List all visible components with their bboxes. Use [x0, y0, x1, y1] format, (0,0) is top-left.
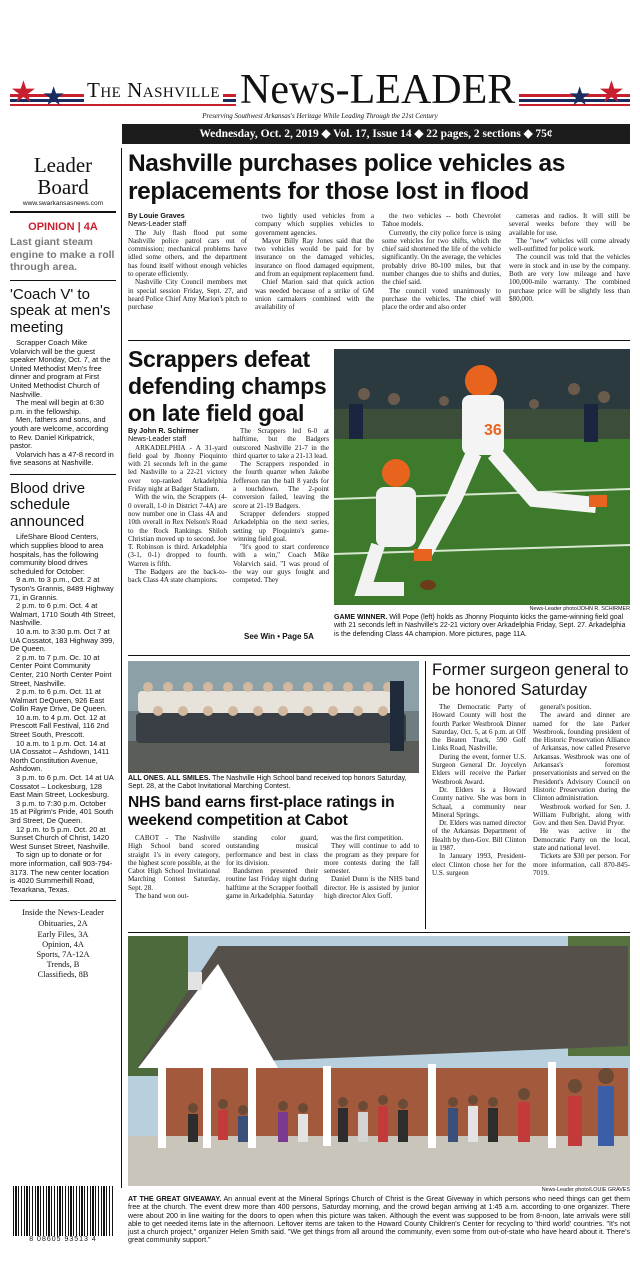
band-paragraph: The band won out-: [135, 892, 189, 901]
scrappers-col-1: [128, 427, 227, 647]
police-col-3: [382, 212, 501, 338]
band-paragraph: Daniel Dunn is the NHS band director. He is assisted by junior high director Alex Goff.: [324, 875, 419, 901]
scrappers-paragraph: Scrapper defenders stopped Arkadelphia on the next series, setting up Pioquinto's game-winning field goal.: [233, 509, 329, 543]
police-col1-body: [128, 229, 247, 312]
cutline-lead: AT THE GREAT GIVEAWAY.: [128, 1195, 222, 1203]
blood-drive-paragraph: 3 p.m. to 6 p.m. Oct. 14 at UA Cossatot – Lockesburg, 128 East Main Street, Lockesburg.: [10, 773, 114, 800]
scrappers-paragraph: The Scrappers responded in the fourth quarter when Jakobe Jefferson ran the ball 8 yards for a touchdown. The 2-point conversion failed, leaving the score at 21-19 Badgers.: [233, 460, 329, 510]
masthead: [0, 0, 640, 150]
blood-drive-paragraph: To sign up to donate or for more information, call 903-794-3173. The new center location is 4020 Summerhill Road, Texarkana, Texas.: [10, 850, 113, 894]
masthead-tagline: Preserving Southwest Arkansas's Heritage While Leading Through the 21st Century: [202, 112, 438, 120]
blood-drive-paragraph: 10 a.m. to 3:30 p.m. Oct 7 at UA Cossatot, 183 Highway 399, De Queen.: [10, 626, 115, 654]
football-photo-credit: News-Leader photo/JOHN R. SCHIRMER: [529, 606, 630, 612]
inside-item[interactable]: Trends, B: [46, 960, 80, 970]
scrappers-byline: By John R. Schirmer: [128, 427, 199, 435]
blood-drive-paragraph: 3 p.m. to 7:30 p.m. October 15 at Pilgrim's Pride, 401 South 3rd Street, De Queen.: [10, 798, 114, 825]
blood-drive-paragraph: LifeShare Blood Centers, which supplies blood to area hospitals, has the following community blood drives scheduled for October:: [10, 532, 104, 576]
scrappers-paragraph: ARKADELPHIA - A 31-yard field goal by Jhonny Pioquinto with 21 seconds left in the game led Nashville to a 22-21 victory over top-ranked Arkadelphia Friday night at Badger Stadium.: [128, 443, 227, 494]
leader-board-title: [10, 154, 116, 198]
website[interactable]: www.swarkansasnews.com: [10, 200, 116, 213]
sidebar-divider: [121, 148, 122, 1188]
surgeon-paragraph: In January 1993, President-elect Clinton chose her for the U.S. surgeon: [432, 852, 526, 877]
inside-item[interactable]: Sports, 7A-12A: [36, 949, 90, 959]
giveaway-photo-credit: News-Leader photo/LOUIE GRAVES: [541, 1187, 630, 1193]
cutline-text: An annual event at the Mineral Springs Church of Christ is the Great Giveway in which persons who need things can get them free at the church. The event drew more than 400 persons, Saturday morning, and the crowd began arriving at 1:45 a.m. according to one organizer. There were about 200 in line waiting for the doors to open when this picture was taken. Although the event was supposed to be from 8-noon, late arrivals were still able to get needed items late in the afternoon. Leftover items are taken to the Howard County Children's Center for recycling to 'third world' countries. "It's not just a church project," organizer Helen Smith said. "We get things from all around the community, even some from out-of-state who have heard about it. There's great community support.": [128, 1195, 630, 1245]
football-photo-art: [334, 349, 630, 605]
band-paragraph: was the first competition.: [331, 834, 404, 842]
cutline-lead: ALL ONES. ALL SMILES.: [128, 775, 211, 782]
surgeon-paragraph: During the event, former U.S. Surgeon General Dr. Joycelyn Elders will receive the Parker Westbrook Award.: [432, 752, 526, 786]
police-headline: Nashville purchases police vehicles as replacements for those lost in flood: [128, 150, 565, 205]
giveaway-cutline: [128, 1195, 630, 1255]
football-photo: [334, 349, 630, 605]
band-col-3: [324, 834, 419, 928]
sidebar: [10, 148, 116, 1243]
blood-drive-paragraph: 2 p.m. to 6 p.m. Oct. 11 at Walmart DeQueen, 926 East Collin Raye Drive, De Queen.: [10, 687, 107, 714]
blood-drive-paragraph: 9 a.m. to 3 p.m., Oct. 2 at Tyson's Grannis, 8489 Highway 71, in Grannis.: [10, 575, 114, 602]
coach-v-paragraph: Volarvich has a 47-8 record in five seasons at Nashville.: [10, 449, 114, 468]
opinion-teaser[interactable]: [10, 221, 116, 274]
giveaway-photo-art: [128, 936, 630, 1186]
coach-v-paragraph: The meal will begin at 6:30 p.m. in the fellowship.: [10, 398, 104, 416]
surgeon-col-1: [432, 703, 526, 927]
dateline-bar: [122, 124, 630, 144]
band-paragraph: CABOT - The Nashville High School band scored straight 1's in every category, the highest score possible, at the Cabot High School Invitational Marching Contest Saturday, Sept. 28.: [128, 834, 220, 892]
blood-drive-body: [10, 533, 116, 894]
surgeon-paragraph: Tickets are $30 per person. For more information, call 870-845-7019.: [533, 852, 630, 877]
inside-title: Inside the News-Leader: [21, 907, 105, 918]
opinion-separator: |: [77, 221, 84, 233]
police-col-1: [128, 212, 247, 338]
blood-drive-paragraph: 2 p.m. to 6 p.m. Oct. 4 at Walmart, 1710 South 4th Street, Nashville.: [10, 601, 116, 628]
blood-drive-paragraph: 12 p.m. to 5 p.m. Oct. 20 at Sunset Church of Christ, 1420 West Sunset Street, Nashville.: [10, 824, 110, 851]
surgeon-paragraph: The Democratic Party of Howard County will host the fourth Parker Westbrook Dinner Saturday, Oct. 5, at 6 p.m. at Off the Beaten Track, 590 Golf Links Road, Nashville.: [432, 703, 526, 753]
inside-item[interactable]: Opinion, 4A: [42, 939, 84, 949]
surgeon-paragraph: Westbrook worked for Sen. J. William Fulbright, along with Gov. and then Sen. David Pryor.: [533, 802, 630, 828]
scrappers-paragraph: With the win, the Scrappers (4-0 overall, 1-0 in District 7-4A) are now number one in Class 4A and 10th overall in Rex Nelson's Road to the Rock Rankings. Shiloh Christian moved up to second. Joe T. Robinson is third. Arkadelphia (3-1, 0-1) dropped to fourth. Warren is fifth.: [128, 493, 227, 568]
band-paragraph: standing color guard, outstanding musical performance and best in class for its division.: [226, 834, 318, 867]
police-paragraph: The "new" vehicles will come already well-outfitted for police work.: [509, 236, 630, 254]
surgeon-col-2: [533, 703, 630, 927]
coach-v-paragraph: Men, fathers and sons, and youth are welcome, according to Rev. Daniel Kirkpatrick, pastor.: [10, 415, 109, 451]
police-paragraph: two lightly used vehicles from a company which supplies vehicles to government agencies.: [255, 212, 374, 237]
coach-v-title: 'Coach V' to speak at men's meeting: [10, 285, 111, 336]
police-byline: By Louie Graves: [128, 212, 185, 220]
police-columns: [128, 212, 630, 338]
svg-text:36: 36: [484, 422, 502, 439]
cutline-text: The Nashville High School band received top honors Saturday, Sept. 28, at the Cabot Invitational Marching Contest.: [128, 775, 407, 791]
cutline-lead: GAME WINNER.: [334, 614, 388, 621]
star-right-icon: ★: [568, 82, 592, 111]
police-staff: News-Leader staff: [128, 219, 187, 229]
scrappers-paragraph: "It's good to start conference with a win," Coach Mike Volarvich said. "I was proud of the way our guys fought and competed. They: [233, 543, 329, 585]
police-paragraph: The council voted unanimously to purchase the vehicles. The chief will place the order and also order: [382, 286, 501, 312]
surgeon-paragraph: He was active in the Democratic Party on the local, state and national level.: [533, 827, 630, 853]
band-col-1: [128, 834, 220, 928]
inside-item[interactable]: Obituaries, 2A: [38, 919, 88, 929]
dateline: Wednesday, Oct. 2, 2019 ◆ Vol. 17, Issue 14 ◆ 22 pages, 2 sections ◆ 75¢: [199, 128, 553, 140]
opinion-teaser-text: Last giant steam engine to make a roll through area.: [10, 236, 115, 273]
scrappers-paragraph: The Scrappers led 6-0 at halftime, but the Badgers outscored Nashville 21-7 in the third quarter to take a 21-13 lead.: [233, 427, 329, 460]
masthead-title: News-LEADER: [236, 68, 519, 112]
band-photo: [128, 661, 419, 773]
police-paragraph: Currently, the city police force is using some vehicles for two shifts, which the chief said shortened the life of the vehicle significantly. On the average, the vehicles probably drive 80-100 miles, but that number changes due to shifts and duties, the chief said.: [382, 228, 501, 287]
opinion-label: OPINION: [28, 221, 75, 233]
band-cutline: [128, 775, 419, 792]
divider: [10, 280, 116, 281]
inside-item[interactable]: Early Files, 3A: [37, 929, 89, 939]
barcode: [10, 1186, 116, 1248]
police-paragraph: The council was told that the vehicles were in stock and in use by the company. Both are very low mileage and have 100,000-mile warranty. The combined purchase price will be slightly less than $80,000.: [509, 253, 630, 303]
barcode-bars: [13, 1186, 113, 1236]
coach-v-paragraph: Scrapper Coach Mike Volarvich will be the guest speaker Monday, Oct. 7, at the United Methodist Men's free dinner and program at First United Methodist Church of Nashville.: [10, 338, 111, 399]
band-photo-art: [128, 661, 419, 773]
police-col-2: [255, 212, 374, 338]
star-left-icon: ★: [42, 82, 66, 111]
band-headline: NHS band earns first-place ratings in weekend competition at Cabot: [128, 794, 395, 829]
giveaway-photo: [128, 936, 630, 1186]
divider: [10, 474, 116, 475]
board-title-line: Board: [37, 175, 89, 199]
board-title-line: Leader: [33, 153, 93, 177]
scrappers-col1-body: [128, 444, 227, 585]
surgeon-paragraph: The award and dinner are named for the late Parker Westbrook, founding president of the Historic Preservation Alliance of Arkansas, now called Preserve Arkansas. Westbrook was one of Arkansas's foremost preservationists and served on the President's Advisory Council on Historic Preservation during the Clinton administration.: [533, 711, 630, 803]
football-cutline: [334, 614, 630, 639]
star-right-icon: ★: [598, 76, 625, 109]
surgeon-headline: Former surgeon general to be honored Saturday: [432, 660, 629, 699]
surgeon-paragraph: Dr. Elders is a Howard County native. She was born in Schaal, a community near Mineral Springs.: [432, 785, 526, 819]
police-paragraph: Nashville City Council members met in special session Friday, Sept. 27, and heard Police Chief Amy Marion's pitch to purchase: [128, 278, 247, 312]
divider: [128, 340, 630, 341]
band-col-2: [226, 834, 318, 928]
inside-index: [10, 907, 116, 980]
police-paragraph: the two vehicles -- both Chevrolet Tahoe models.: [382, 212, 501, 229]
police-paragraph: Chief Marion said that quick action was needed because of a strike of GM union carmakers combined with the availability of: [255, 278, 374, 312]
inside-list: [10, 919, 116, 980]
see-win-jump[interactable]: See Win • Page 5A: [244, 632, 314, 641]
masthead-the-nashville: The Nashville: [84, 78, 223, 103]
blood-drive-title: Blood drive schedule announced: [10, 479, 86, 530]
band-paragraph: Bandsmen presented their routine last Friday night during halftime at the Scrapper football game in Arkadelphia. Saturday: [226, 867, 318, 901]
scrappers-staff: News-Leader staff: [128, 434, 187, 444]
police-paragraph: cameras and radios. It will still be several weeks before they will be available for use.: [509, 212, 630, 237]
blood-drive-paragraph: 2 p.m. to 7 p.m. Oc. 10 at Center Point Community Center, 210 North Center Point Street, Nashville.: [10, 652, 112, 688]
opinion-page: 4A: [83, 221, 98, 233]
scrappers-headline: Scrappers defeat defending champs on late field goal: [128, 346, 327, 426]
inside-item[interactable]: Classifieds, 8B: [37, 970, 89, 980]
divider: [128, 932, 630, 933]
surgeon-paragraph: general's position.: [540, 703, 592, 711]
barcode-number: 8 08605 93513 4: [29, 1236, 97, 1243]
divider: [10, 900, 116, 901]
star-left-icon: ★: [10, 76, 37, 109]
scrappers-col-2: [233, 427, 329, 623]
band-paragraph: They will continue to add to the program as they prepare for more contests during the fall semester.: [324, 842, 419, 876]
surgeon-paragraph: Dr. Elders was named director of the Arkansas Department of Health by then-Gov. Bill Clinton in 1987.: [432, 819, 526, 853]
police-paragraph: Mayor Billy Ray Jones said that the two vehicles would be paid for by insurance on the damaged vehicles, insurance on flood damaged equipment, and from an equipment replacement fund.: [255, 236, 374, 279]
cutline-text: Will Pope (left) holds as Jhonny Pioquinto kicks the game-winning field goal with 21 seconds left in Nashville's 22-21 victory over Arkadelphia Friday, Sept. 27. Arkadelphia is the defending Class 4A champion. More pictures, page 11A.: [334, 614, 626, 638]
blood-drive-paragraph: 10 a.m. to 4 p.m. Oct. 12 at Prescott Fall Festival, 116 2nd Street South, Prescott.: [10, 712, 109, 740]
police-col-4: [509, 212, 630, 338]
divider: [128, 655, 630, 656]
divider: [425, 661, 426, 929]
coach-v-body: [10, 339, 116, 468]
police-paragraph: The July flash flood put some Nashville police patrol cars out of commission; mechanical problems have idled some others, and the department has found itself without enough vehicles to operate efficiently.: [128, 228, 247, 279]
blood-drive-paragraph: 10 a.m. to 1 p.m. Oct. 14 at UA Cossatot – Ashdown, 1411 North Constitution Avenue, Ashdown.: [10, 738, 110, 774]
scrappers-paragraph: The Badgers are the back-to-back Class 4A state champions.: [128, 568, 227, 585]
